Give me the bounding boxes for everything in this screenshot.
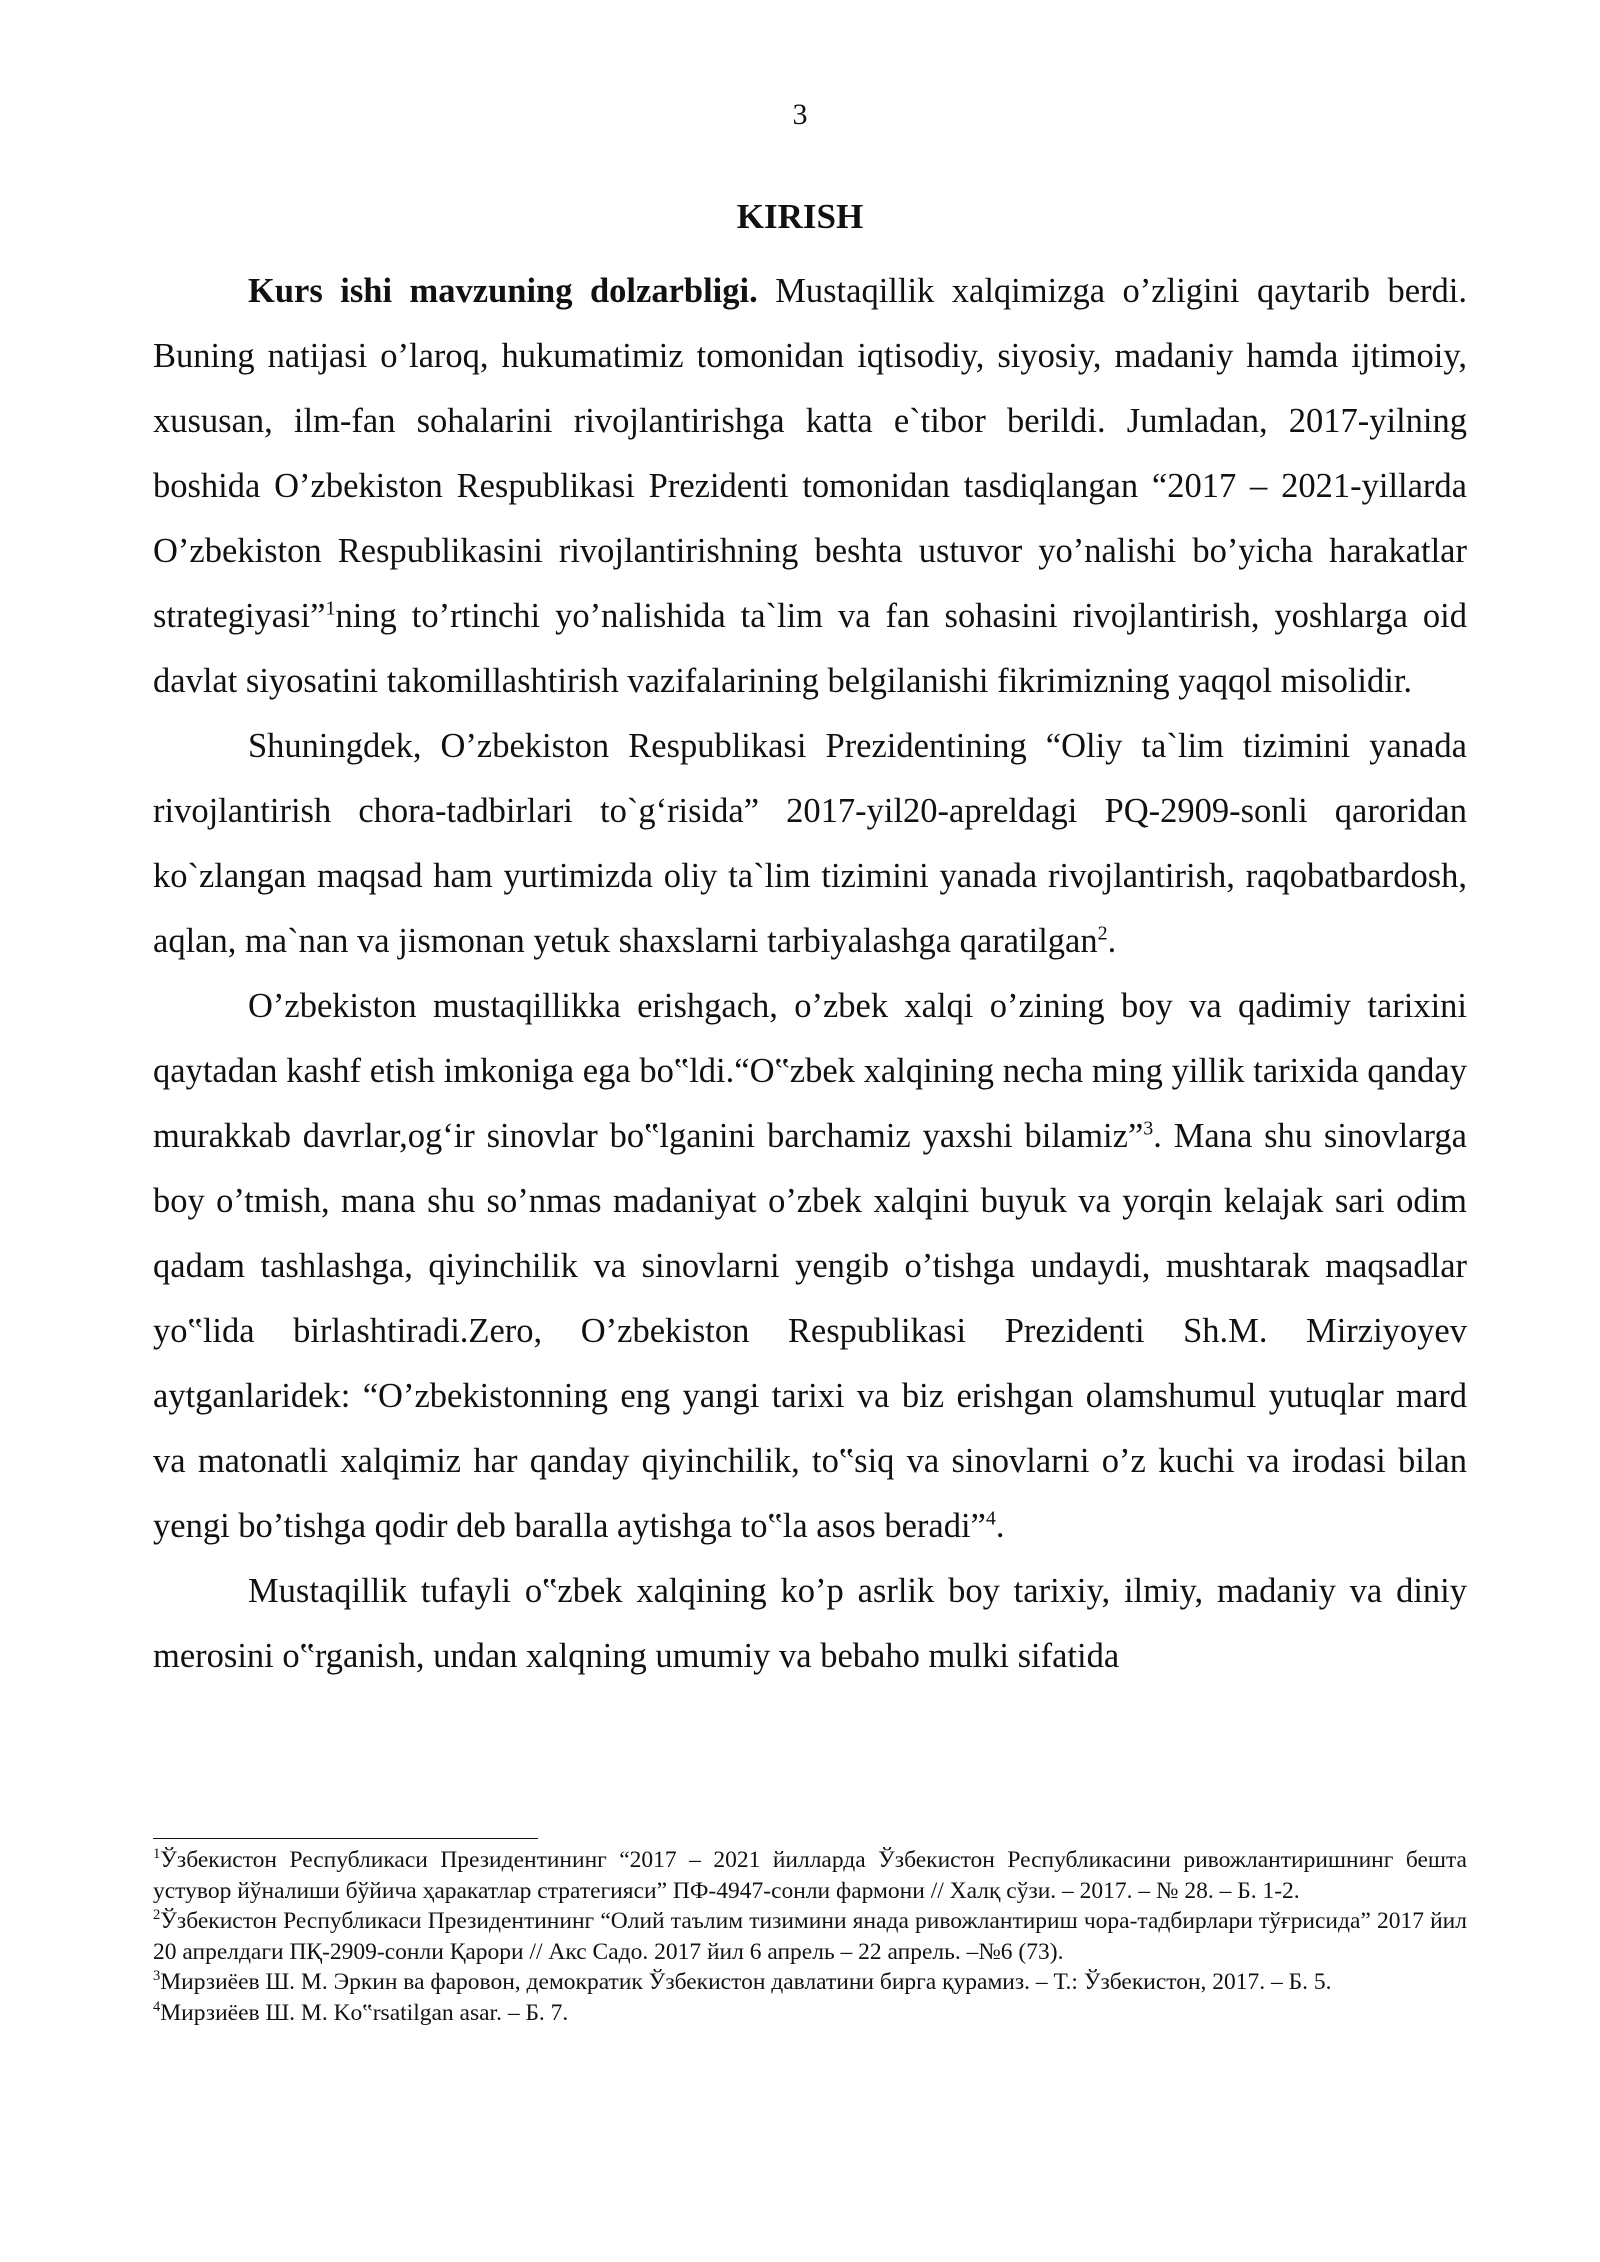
footnote-mark: 2 (153, 1907, 161, 1924)
paragraph-text: . (995, 1507, 1005, 1545)
footnote-item (153, 1845, 1467, 1906)
footnote-item (153, 1998, 1467, 2029)
footnote-text: Мирзиёев Ш. М. Ko‟rsatilgan asar. – Б. 7. (160, 1999, 569, 2026)
paragraph-text: . Mana shu sinovlarga boy o’tmish, mana shu so’nmas madaniyat o’zbek xalqini buyuk va yorqin kelajak sari odim qadam tashlashga, qiyinchilik va sinovlarni yengib o’tishga undaydi, mushtarak maqsadlar yo‟lida birlashtiradi.Zero, O’zbekiston Respublikasi Prezidenti Sh.M. Mirziyoyev aytganlaridek: “O’zbekistonning eng yangi tarixi va biz erishgan olamshumul yutuqlar mard va matonatli xalqimiz har qanday qiyinchilik, to‟siq va sinovlarni o’z kuchi va irodasi bilan yengi bo’tishga qodir deb baralla aytishga to‟la asos beradi” (153, 1117, 1467, 1545)
paragraph-relevance (153, 259, 1467, 714)
footnote-mark: 3 (153, 1968, 161, 1985)
paragraph-text: O’zbekiston mustaqillikka erishgach, o’zbek xalqi o’zining boy va qadimiy tarixini qaytadan kashf etish imkoniga ega bo‟ldi.“O‟zbek xalqining necha ming yillik tarixida qanday murakkab davrlar,og‘ir sinovlar bo‟lganini barchamiz yaxshi bilamiz” (153, 987, 1467, 1155)
page-number: 3 (792, 98, 808, 131)
footnote-text: Ўзбекистон Республикаси Президентининг “Олий таълим тизимини янада ривожлантириш чора-тадбирлари тўғрисида” 2017 йил 20 апрелдаги ПҚ-2909-сонли Қарори // Акс Садо. 2017 йил 6 апрель – 22 апрель. –№6 (73). (153, 1908, 1467, 1965)
footnote-reference[interactable]: 3 (1143, 1117, 1154, 1140)
paragraph-text: . (1107, 922, 1117, 960)
paragraph-text: Mustaqillik tufayli o‟zbek xalqining ko’p asrlik boy tarixiy, ilmiy, madaniy va diniy merosini o‟rganish, undan xalqning umumiy va bebaho mulki sifatida (153, 1572, 1467, 1675)
section-heading: KIRISH (736, 197, 864, 236)
paragraph-heritage (153, 1559, 1467, 1689)
footnote-reference[interactable]: 1 (325, 597, 336, 620)
footnotes (153, 1845, 1467, 2028)
footnote-reference[interactable]: 4 (985, 1507, 996, 1530)
footnote-text: Мирзиёев Ш. М. Эркин ва фаровон, демократик Ўзбекистон давлатини бирга қурамиз. – Т.: Ўзбекистон, 2017. – Б. 5. (160, 1969, 1332, 1995)
footnote-mark: 4 (153, 1998, 161, 2015)
paragraph-text: Shuningdek, O’zbekiston Respublikasi Prezidentining “Oliy ta`lim tizimini yanada rivojlantirish chora-tadbirlari to`g‘risida” 2017-yil20-apreldagi PQ-2909-sonli qaroridan ko`zlangan maqsad ham yurtimizda oliy ta`lim tizimini yanada rivojlantirish, raqobatbardosh, aqlan, ma`nan va jismonan yetuk shaxslarni tarbiyalashga qaratilgan (153, 727, 1467, 960)
paragraph-text: ning to’rtinchi yo’nalishida ta`lim va fan sohasini rivojlantirish, yoshlarga oid davlat siyosatini takomillashtirish vazifalarining belgilanishi fikrimizning yaqqol misolidir. (153, 597, 1467, 700)
footnote-divider (153, 1838, 538, 1839)
paragraph-lead: Kurs ishi mavzuning dolzarbligi. (248, 272, 758, 310)
footnote-item (153, 1906, 1467, 1967)
body-text (153, 259, 1467, 1689)
paragraph-history (153, 974, 1467, 1559)
footnote-reference[interactable]: 2 (1097, 922, 1108, 945)
paragraph-decree (153, 714, 1467, 974)
footnote-item (153, 1967, 1467, 1998)
paragraph-text: Mustaqillik xalqimizga o’zligini qaytarib berdi. Buning natijasi o’laroq, hukumatimiz tomonidan iqtisodiy, siyosiy, madaniy hamda ijtimoiy, xususan, ilm-fan sohalarini rivojlantirishga katta e`tibor berildi. Jumladan, 2017-yilning boshida O’zbekiston Respublikasi Prezidenti tomonidan tasdiqlangan “2017 – 2021-yillarda O’zbekiston Respublikasini rivojlantirishning beshta ustuvor yo’nalishi bo’yicha harakatlar strategiyasi” (153, 272, 1467, 635)
footnote-text: Ўзбекистон Республикаси Президентининг “2017 – 2021 йилларда Ўзбекистон Республикасини ривожлантиришнинг бешта устувор йўналиши бўйича ҳаракатлар стратегияси” ПФ-4947-сонли фармони // Халқ сўзи. – 2017. – № 28. – Б. 1-2. (153, 1847, 1467, 1904)
footnote-mark: 1 (153, 1846, 161, 1863)
